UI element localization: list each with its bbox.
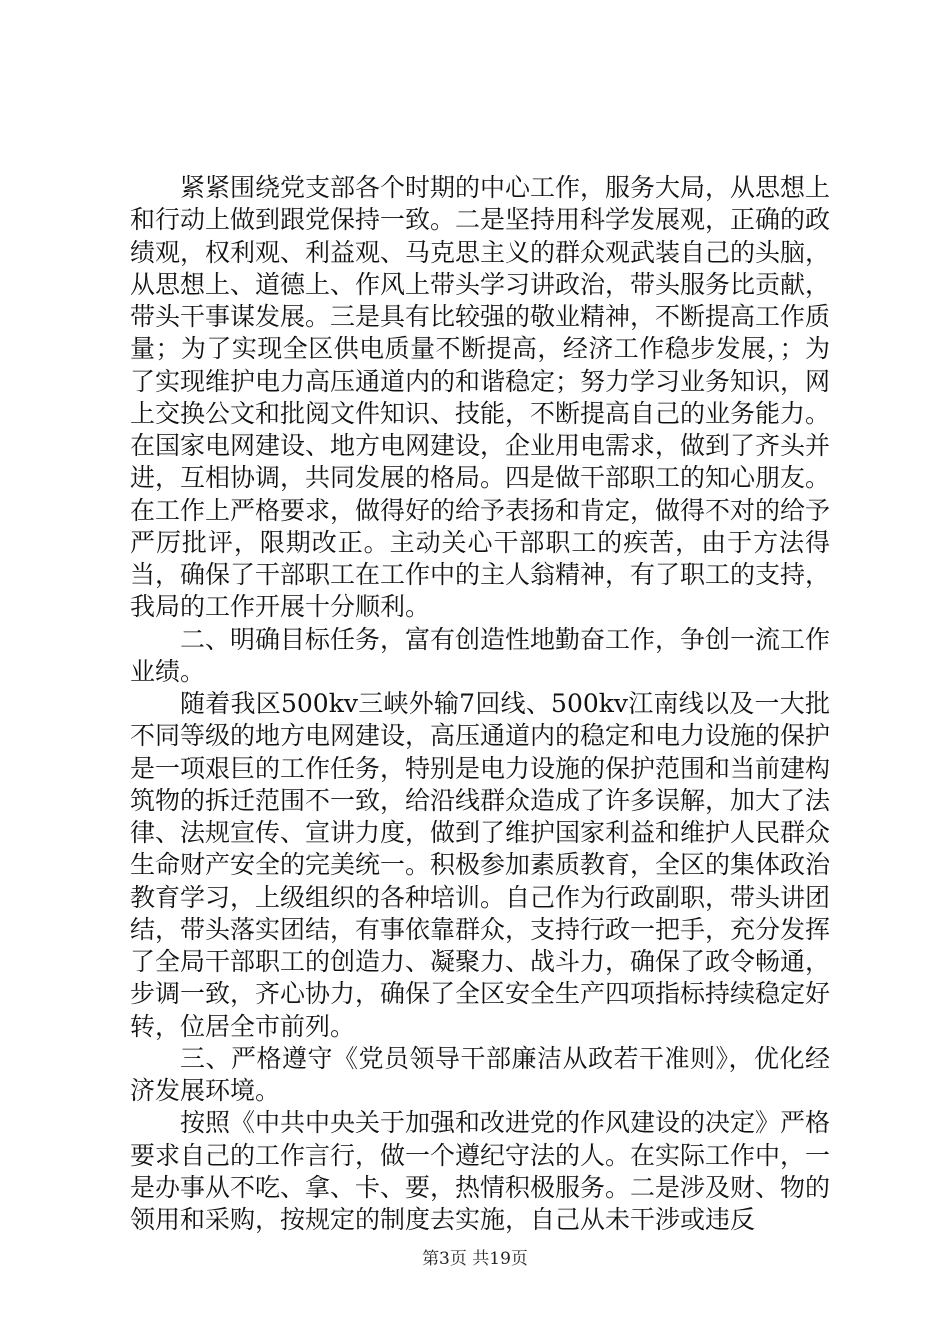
section-heading-3: 三、严格遵守《党员领导干部廉洁从政若干准则》，优化经济发展环境。 (130, 1043, 830, 1105)
paragraph-3: 按照《中共中央关于加强和改进党的作风建设的决定》严格要求自己的工作言行，做一个遵纪守法的人。在实际工作中，一是办事从不吃、拿、卡、要，热情积极服务。二是涉及财、物的领用和采购，按规定的制度去实施，自己从未干涉或违反 (130, 1108, 831, 1234)
section-heading-2: 二、明确目标任务，富有创造性地勤奋工作，争创一流工作业绩。 (130, 624, 831, 686)
document-body (130, 172, 830, 1236)
paragraph-2: 随着我区500kv三峡外输7回线、500kv江南线以及一大批不同等级的地方电网建设，高压通道内的稳定和电力设施的保护是一项艰巨的工作任务，特别是电力设施的保护范围和当前建构筑物的拆迁范围不一致，给沿线群众造成了许多误解，加大了法律、法规宣传、宣讲力度，做到了维护国家利益和维护人民群众生命财产安全的完美统一。积极参加素质教育，全区的集体政治教育学习，上级组织的各种培训。自己作为行政副职，带头讲团结，带头落实团结，有事依靠群众，支持行政一把手，充分发挥了全局干部职工的创造力、凝聚力、战斗力，确保了政令畅通，步调一致，齐心协力，确保了全区安全生产四项指标持续稳定好转，位居全市前列。 (130, 689, 831, 1041)
paragraph-1: 紧紧围绕党支部各个时期的中心工作，服务大局，从思想上和行动上做到跟党保持一致。二是坚持用科学发展观，正确的政绩观，权利观、利益观、马克思主义的群众观武装自己的头脑，从思想上、道德上、作风上带头学习讲政治，带头服务比贡献，带头干事谋发展。三是具有比较强的敬业精神，不断提高工作质量；为了实现全区供电质量不断提高，经济工作稳步发展，；为了实现维护电力高压通道内的和谐稳定；努力学习业务知识，网上交换公文和批阅文件知识、技能，不断提高自己的业务能力。在国家电网建设、地方电网建设，企业用电需求，做到了齐头并进，互相协调，共同发展的格局。四是做干部职工的知心朋友。在工作上严格要求，做得好的给予表扬和肯定，做得不对的给予严厉批评，限期改正。主动关心干部职工的疾苦，由于方法得当，确保了干部职工在工作中的主人翁精神，有了职工的支持，我局的工作开展十分顺利。 (130, 173, 831, 622)
page-footer: 第3页 共19页 (422, 1249, 528, 1269)
